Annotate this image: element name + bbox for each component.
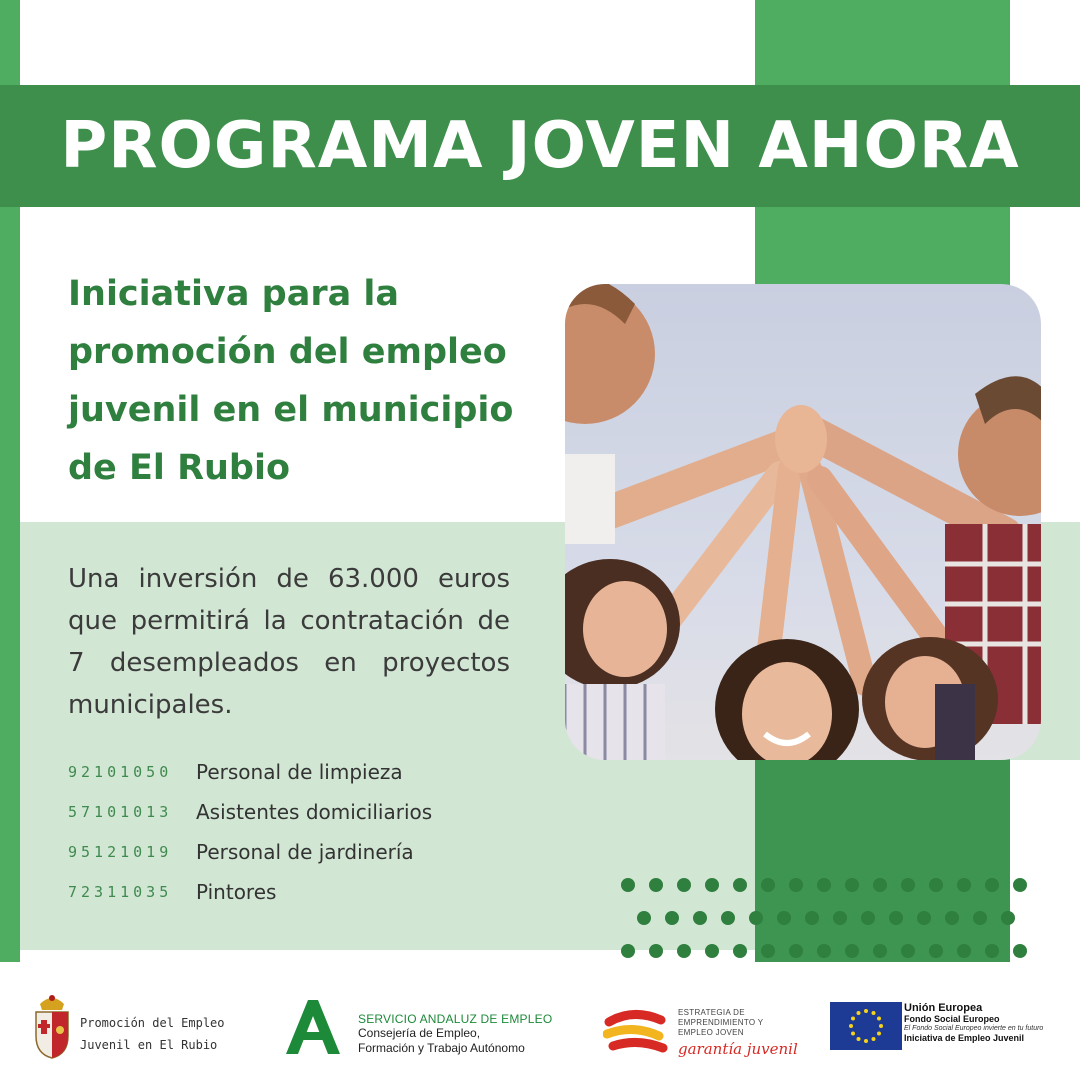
gj-brand: garantía juvenil — [678, 1040, 798, 1058]
dot-row — [621, 878, 1027, 892]
list-item — [68, 872, 588, 912]
group-high-five-photo — [565, 284, 1041, 760]
municipal-program-label — [80, 1012, 260, 1056]
sae-line-1: Consejería de Empleo, — [358, 1026, 481, 1040]
eu-note: El Fondo Social Europeo invierte en tu futuro — [904, 1025, 1044, 1032]
eu-star — [864, 1009, 868, 1013]
list-item — [68, 752, 588, 792]
eu-flag-icon — [830, 1002, 902, 1050]
eu-fund: Fondo Social Europeo — [904, 1014, 1000, 1024]
eu-title: Unión Europea — [904, 1002, 983, 1014]
eu-star — [857, 1011, 861, 1015]
junta-andalucia-logo-icon — [282, 996, 344, 1056]
municipal-line-2: Juvenil en El Rubio — [80, 1038, 218, 1052]
gj-line-1: ESTRATEGIA DE — [678, 1008, 745, 1017]
sae-label — [358, 1012, 578, 1056]
job-label: Pintores — [196, 880, 277, 904]
eu-star — [864, 1039, 868, 1043]
photo-illustration — [565, 284, 1041, 760]
decorative-dots — [615, 872, 1065, 962]
gj-line-2: EMPRENDIMIENTO Y — [678, 1018, 764, 1027]
investment-description: Una inversión de 63.000 euros que permitirá la contratación de 7 desempleados en proyectos municipales. — [68, 564, 510, 720]
gj-line-3: EMPLEO JOVEN — [678, 1028, 744, 1037]
coat-of-arms-icon — [32, 990, 72, 1060]
eu-star — [879, 1024, 883, 1028]
subtitle: Iniciativa para la promoción del empleo juvenil en el municipio de El Rubio — [68, 274, 514, 488]
job-code: 92101050 — [68, 763, 173, 781]
job-code: 95121019 — [68, 843, 173, 861]
eu-star — [857, 1037, 861, 1041]
job-list — [68, 752, 588, 912]
job-code: 57101013 — [68, 803, 173, 821]
page-title: PROGRAMA JOVEN AHORA — [60, 109, 1020, 183]
eu-star — [851, 1032, 855, 1036]
municipal-line-1: Promoción del Empleo — [80, 1016, 225, 1030]
sae-subtitle — [358, 1026, 578, 1056]
list-item — [68, 792, 588, 832]
list-item — [68, 832, 588, 872]
eu-star — [872, 1037, 876, 1041]
dot-row — [621, 944, 1027, 958]
eu-label — [904, 1002, 1064, 1043]
eu-star — [872, 1011, 876, 1015]
eu-star — [877, 1017, 881, 1021]
title-band — [0, 85, 1080, 207]
eu-star — [851, 1017, 855, 1021]
job-label: Personal de limpieza — [196, 760, 403, 784]
sae-title: SERVICIO ANDALUZ DE EMPLEO — [358, 1012, 553, 1026]
eu-star — [877, 1032, 881, 1036]
garantia-juvenil-logo-icon — [603, 1006, 671, 1054]
gj-strategy — [678, 1008, 798, 1038]
garantia-juvenil-label — [678, 1008, 798, 1058]
eu-initiative: Iniciativa de Empleo Juvenil — [904, 1033, 1025, 1043]
job-code: 72311035 — [68, 883, 173, 901]
job-label: Asistentes domiciliarios — [196, 800, 433, 824]
dot-row — [637, 911, 1015, 925]
sae-line-2: Formación y Trabajo Autónomo — [358, 1041, 525, 1055]
job-label: Personal de jardinería — [196, 840, 414, 864]
eu-star — [849, 1024, 853, 1028]
